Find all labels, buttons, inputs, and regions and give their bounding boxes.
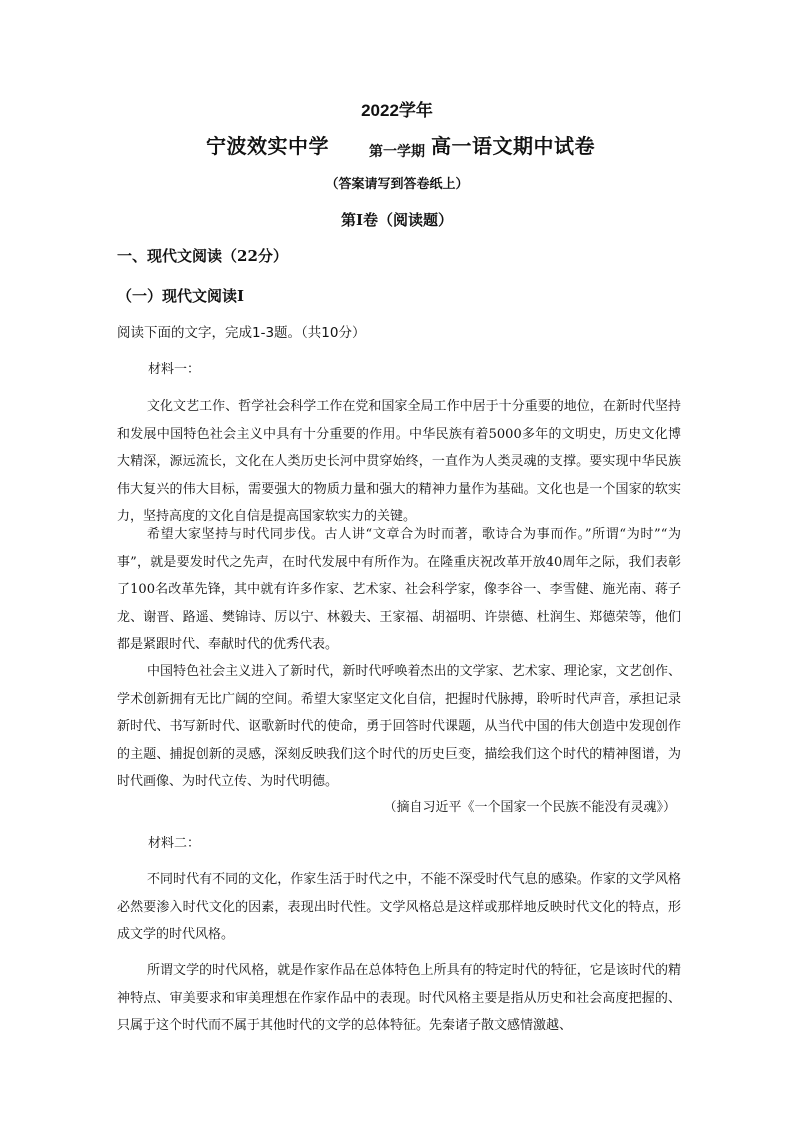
material-two-label: 材料二：	[148, 836, 201, 851]
volume-title: 第Ⅰ卷（阅读题）	[340, 211, 454, 229]
material-two-paragraph-2: 所谓文学的时代风格，就是作家作品在总体特色上所具有的特定时代的特征，它是该时代的精神特点、审美要求和审美理想在作家作品中的表现。时代风格主要是指从历史和社会高度把握的、只属于这个时代而不属于其他时代的文学的总体特征。先秦诸子散文感情激越、	[117, 963, 681, 1033]
material-one-source: （摘自习近平《一个国家一个民族不能没有灵魂》）	[383, 800, 676, 815]
exam-name: 高一语文期中试卷	[431, 136, 595, 158]
term-label: 第一学期	[369, 143, 425, 159]
subsection-heading: （一）现代文阅读Ⅰ	[117, 287, 245, 305]
reading-instruction: 阅读下面的文字，完成1-3题。（共10分）	[117, 325, 366, 341]
answer-note: （答案请写到答卷纸上）	[325, 177, 469, 192]
material-one-paragraph-1: 文化文艺工作、哲学社会科学工作在党和国家全局工作中居于十分重要的地位，在新时代坚持和发展中国特色社会主义中具有十分重要的作用。中华民族有着5000多年的文明史，历史文化博大精深，源远流长，文化在人类历史长河中贯穿始终，一直作为人类灵魂的支撑。要实现中华民族伟大复兴的伟大目标，需要强大的物质力量和强大的精神力量作为基础。文化也是一个国家的软实力，坚持高度的文化自信是提高国家软实力的关键。	[117, 399, 681, 524]
material-two-paragraph-1: 不同时代有不同的文化，作家生活于时代之中，不能不深受时代气息的感染。作家的文学风格必然要渗入时代文化的因素，表现出时代性。文学风格总是这样或那样地反映时代文化的特点，形成文学的时代风格。	[117, 872, 681, 942]
school-year: 2022学年	[361, 101, 433, 120]
exam-title	[0, 126, 794, 162]
material-one-label: 材料一：	[148, 362, 201, 377]
school-name: 宁波效实中学	[206, 136, 329, 158]
material-one-paragraph-3: 中国特色社会主义进入了新时代，新时代呼唤着杰出的文学家、艺术家、理论家，文艺创作、学术创新拥有无比广阔的空间。希望大家坚定文化自信，把握时代脉搏，聆听时代声音，承担记录新时代、书写新时代、讴歌新时代的使命，勇于回答时代课题，从当代中国的伟大创造中发现创作的主题、捕捉创新的灵感，深刻反映我们这个时代的历史巨变，描绘我们这个时代的精神图谱，为时代画像、为时代立传、为时代明德。	[117, 664, 681, 789]
material-one-paragraph-2: 希望大家坚持与时代同步伐。古人讲“文章合为时而著，歌诗合为事而作。”所谓“为时”“为事”，就是要发时代之先声，在时代发展中有所作为。在隆重庆祝改革开放40周年之际，我们表彰了100名改革先锋，其中就有许多作家、艺术家、社会科学家，像李谷一、李雪健、施光南、蒋子龙、谢晋、路遥、樊锦诗、厉以宁、林毅夫、王家福、胡福明、许崇德、杜润生、郑德荣等，他们都是紧跟时代、奉献时代的优秀代表。	[117, 527, 681, 652]
section-heading: 一、现代文阅读（22分）	[117, 247, 288, 265]
